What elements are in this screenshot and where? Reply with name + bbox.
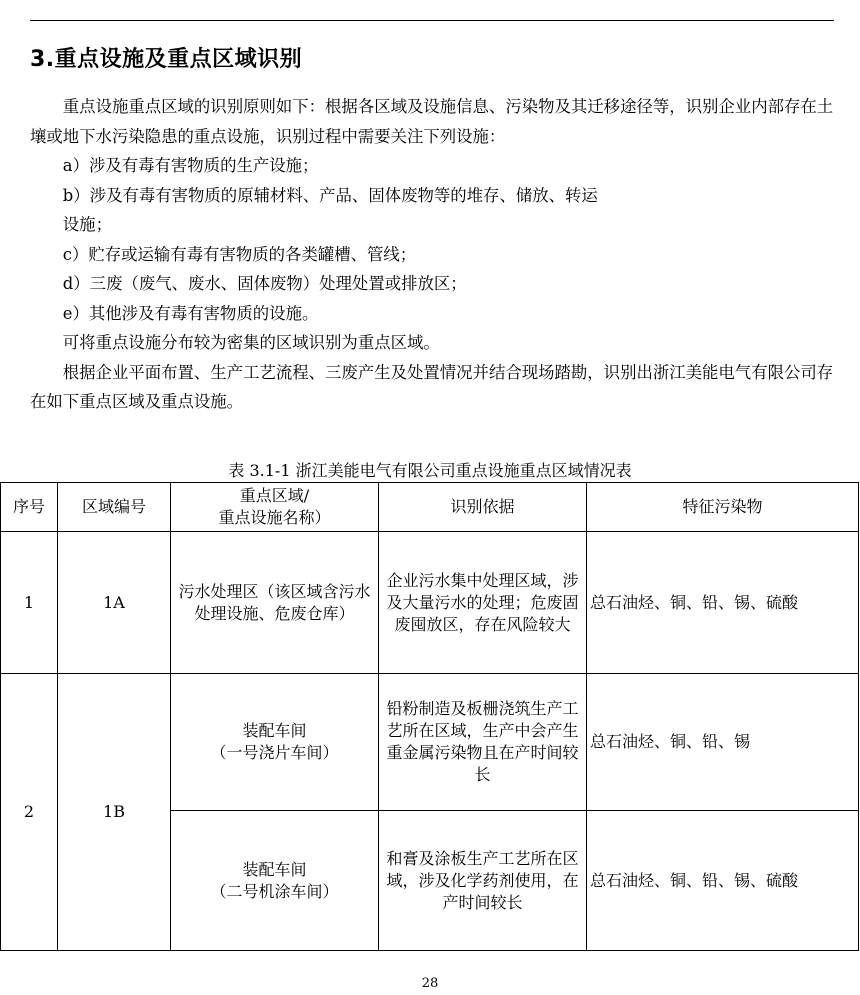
cell-pollutants: 总石油烃、铜、铅、锡、硫酸 [587, 532, 859, 674]
paragraph-result: 根据企业平面布置、生产工艺流程、三废产生及处置情况并结合现场踏勘，识别出浙江美能电气有限公司存在如下重点区域及重点设施。 [30, 362, 834, 411]
cell-basis: 和膏及涂板生产工艺所在区域，涉及化学药剂使用，在产时间较长 [379, 811, 587, 951]
header-zone-code: 区域编号 [58, 483, 171, 532]
cell-pollutants: 总石油烃、铜、铅、锡、硫酸 [587, 811, 859, 951]
cell-facility-line2: （一号浇片车间） [210, 743, 339, 762]
list-item-b-continued: 设施； [62, 215, 112, 234]
paragraph-zones: 可将重点设施分布较为密集的区域识别为重点区域。 [62, 333, 440, 352]
header-seq: 序号 [1, 483, 58, 532]
cell-pollutants: 总石油烃、铜、铅、锡 [587, 674, 859, 811]
table-header-row [1, 483, 859, 532]
cell-facility-line2: （二号机涂车间） [210, 881, 339, 901]
cell-facility-line1: 装配车间 [242, 859, 307, 879]
list-item-a: a）涉及有毒有害物质的生产设施； [62, 156, 319, 175]
header-basis: 识别依据 [379, 483, 587, 532]
cell-facility-line1: 装配车间 [242, 721, 307, 740]
cell-basis: 铅粉制造及板栅浇筑生产工艺所在区域，生产中会产生重金属污染物且在产时间较长 [379, 674, 587, 811]
cell-facility [171, 674, 379, 811]
cell-seq: 1 [1, 532, 58, 674]
header-facility-line2: 重点设施名称） [218, 508, 331, 527]
table-row [1, 674, 859, 811]
header-pollutants: 特征污染物 [587, 483, 859, 532]
body-text [30, 92, 840, 417]
header-facility [171, 483, 379, 532]
facilities-table [0, 482, 859, 951]
page-number: 28 [421, 976, 439, 991]
intro-paragraph: 重点设施重点区域的识别原则如下：根据各区域及设施信息、污染物及其迁移途径等，识别企业内部存在土壤或地下水污染隐患的重点设施，识别过程中需要关注下列设施： [30, 97, 834, 146]
list-item-b: b）涉及有毒有害物质的原辅材料、产品、固体废物等的堆存、储放、转运 [62, 185, 598, 205]
header-facility-line1: 重点区域/ [239, 486, 310, 505]
cell-seq: 2 [1, 674, 58, 951]
list-item-d: d）三废（废气、废水、固体废物）处理处置或排放区； [62, 274, 467, 293]
cell-zone-code: 1A [58, 532, 171, 674]
cell-zone-code: 1B [58, 674, 171, 951]
cell-basis: 企业污水集中处理区域，涉及大量污水的处理；危废固废囤放区，存在风险较大 [379, 532, 587, 674]
section-heading: 3.重点设施及重点区域识别 [30, 47, 303, 72]
cell-facility: 污水处理区（该区域含污水处理设施、危废仓库） [171, 532, 379, 674]
list-item-e: e）其他涉及有毒有害物质的设施。 [62, 303, 319, 323]
table-caption: 表 3.1-1 浙江美能电气有限公司重点设施重点区域情况表 [228, 461, 632, 480]
cell-facility [171, 811, 379, 951]
header-rule [30, 20, 834, 21]
list-item-c: c）贮存或运输有毒有害物质的各类罐槽、管线； [62, 244, 417, 264]
table-row [1, 532, 859, 674]
